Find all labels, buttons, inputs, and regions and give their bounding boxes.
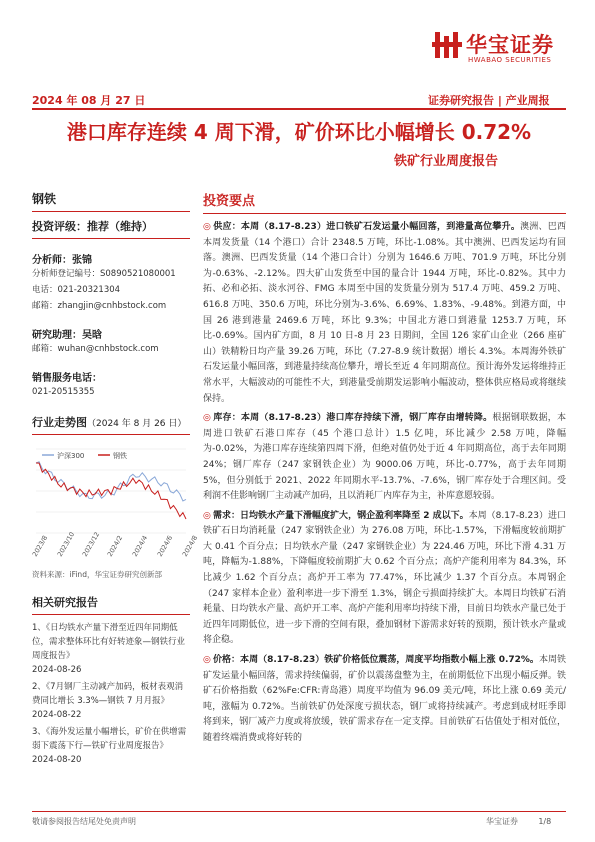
demand-body: 本周（8.17-8.23）进口铁矿石日均消耗量（247 家钢铁企业）为 276.08 万吨，环比-1.57%，下滑幅度较前期扩大 0.41 个百分点；日均铁水产量（247 家钢铁企业）为 224.46 万吨，环比下滑 4.31 万吨，降幅为-1.88%，下降幅度较前期扩大 0.62 个百分点；高炉产能利用率为 84.3%，环比减少 1.62 个百分点；高炉开工率为 77.47%，环比减少 1.37 个百分点。本周钢企（247 家样本企业）盈利率进一步下滑至 1.3%，钢企亏损面持续扩大。本周日均铁矿石消耗量、日均铁水产量、高炉开工率、高炉产能利用率均持续下滑，目前日均铁水产量已处于近四年同期低位，进一步下滑的空间有限，叠加钢材下游需求好转的预期，预计铁水产量或将企稳。 xyxy=(203,510,567,646)
related-reports-title: 相关研究报告 xyxy=(32,596,98,609)
related-report-1[interactable] xyxy=(32,621,190,677)
analyst-registration: 分析师登记编号：S0890521080001 xyxy=(32,269,176,279)
logo-text-cn: 华宝证券 xyxy=(466,33,554,57)
related-report-2[interactable] xyxy=(32,680,190,722)
price-body: 本周铁矿发运量小幅回落，需求持续偏弱，矿价以震荡盘整为主，在前期低位下出现小幅反弹。铁矿石价格指数（62%Fe:CFR:青岛港）周度平均值为 96.09 美元/吨，环比上涨 0.69 美元/吨，涨幅为 0.72%。当前铁矿仍处深度亏损状态，钢厂或将持续减产。考虑到成材旺季即将到来，钢厂减产力度或将放缓，铁矿需求存在一定支撑。目前铁矿石估值处于相对低位，随着终端消费或将好转的 xyxy=(203,655,566,743)
sector-name: 钢铁 xyxy=(32,192,57,206)
bullet-icon: ◎ xyxy=(203,655,211,666)
chart-grid xyxy=(36,449,186,533)
x-tick-label: 2023/8 xyxy=(30,534,50,558)
related-report-text: 3、《海外发运量小幅增长，矿价在供增需弱下震荡下行—铁矿行业周度报告》 xyxy=(32,727,187,751)
sidebar-divider xyxy=(32,434,190,435)
chart-legend xyxy=(42,451,127,460)
footer-company: 华宝证券 xyxy=(486,817,518,826)
trend-chart-title xyxy=(32,414,190,430)
footer-page-info xyxy=(486,816,551,827)
chart-series xyxy=(36,462,186,519)
section-title: 投资要点 xyxy=(203,194,256,209)
demand-heading: 需求：日均铁水产量下滑幅度扩大，钢企盈利率降至 2 成以下。 xyxy=(213,510,469,521)
x-tick-label: 2023/10 xyxy=(55,530,77,558)
report-subtitle: 铁矿行业周度报告 xyxy=(394,154,499,169)
industry-trend-chart xyxy=(30,441,200,563)
logo-text-en: HWABAO SECURITIES xyxy=(468,56,552,64)
x-tick-label: 2024/4 xyxy=(130,534,150,558)
bullet-icon: ◎ xyxy=(203,413,211,424)
logo-mark-icon xyxy=(432,30,462,60)
analyst-label: 分析师：张锦 xyxy=(32,255,92,266)
sales-label: 销售服务电话： xyxy=(32,373,102,384)
related-report-3[interactable] xyxy=(32,725,190,767)
legend-label: 沪深300 xyxy=(57,452,85,460)
trend-title-text: 行业走势图 xyxy=(32,416,87,429)
report-type: 证券研究报告 | 产业周报 xyxy=(428,94,550,107)
chart-x-ticks xyxy=(31,531,199,558)
x-tick-label: 2024/6 xyxy=(155,534,175,558)
sidebar-divider xyxy=(32,614,190,615)
header-divider xyxy=(32,108,566,110)
chart-source: 资料来源：iFind，华宝证券研究创新部 xyxy=(32,570,162,579)
bullet-icon: ◎ xyxy=(203,222,211,232)
supply-body: 澳洲、巴西本周发货量（14 个港口）合计 2348.5 万吨，环比-1.08%。其中澳洲、巴西发运均有回落。澳洲、巴西发货量（14 个港口合计）分别为 1646.6 万吨、701.9 万吨，环比分别为-0.63%、-2.12%。四大矿山发货至中国的量合计 1944 万吨，环比-0.82%。其中力拓、必和必拓、淡水河谷、FMG 本周至中国的发货量分别为 517.4 万吨、459.2 万吨、616.8 万吨、350.6 万吨，环比分别为-3.6%、6.69%、1.83%、-9.48%。到港方面，中国 26 港到港量 2469.6 万吨，环比 9.3%；中国北方港口到港量 1253.7 万吨，环比-0.69%。国内矿方面，8 月 10 日-8 月 23 日期间，全国 126 家矿山企业（266 座矿山）铁精粉日均产量 39.26 万吨，环比（7.27-8.9 统计数据）增长 4.3%。本周海外铁矿石发运量小幅回落，到港量持续高位攀升，增长至近 4 年同期高位。预计海外发运将维持正常水平，大幅波动的可能性不大，到港量受前期发运影响小幅波动，整体供应格局或将继续保持。 xyxy=(203,222,566,404)
inventory-body: 根据钢联数据，本周进口铁矿石港口库存（45 个港口总计）1.5 亿吨，环比减少 2.58 万吨，降幅为-0.02%，为港口库存连续第四周下滑，但绝对值仍处于近 4 年同期高位，高于去年同期 24%；钢厂库存（247 家钢铁企业）为 9000.06 万吨，环比-0.77%，高于去年同期 5%，但分别低于 2021、2022 年同期水平-13.7%、-7.6%，钢厂库存处于合理区间。受利润不佳影响钢厂主动减产加码，且以消耗厂内库存为主，补库意愿较弱。 xyxy=(203,413,566,502)
inventory-heading: 库存：本周（8.17-8.23）港口库存持续下滑，钢厂库存由增转降。 xyxy=(213,413,493,424)
sidebar-divider xyxy=(32,211,190,212)
section-divider xyxy=(203,213,566,214)
related-report-date: 2024-08-20 xyxy=(32,755,82,765)
inventory-paragraph xyxy=(203,411,566,505)
report-title: 港口库存连续 4 周下滑，矿价环比小幅增长 0.72% xyxy=(66,120,532,144)
sales-phone: 021-20515355 xyxy=(32,387,95,397)
x-tick-label: 2024/2 xyxy=(105,534,125,558)
supply-heading: 供应：本周（8.17-8.23）进口铁矿石发运量小幅回落，到港量高位攀升。 xyxy=(213,222,521,232)
assistant-label: 研究助理：吴晗 xyxy=(32,330,102,341)
demand-paragraph xyxy=(203,509,566,649)
related-report-date: 2024-08-26 xyxy=(32,665,82,675)
related-report-text: 2、《7月钢厂主动减产加码，板材表观消费同比增长 3.3%—钢铁 7 月月报》 xyxy=(32,682,184,706)
footer-divider xyxy=(32,811,566,812)
investment-rating: 投资评级：推荐（维持） xyxy=(32,220,153,233)
trend-date: （2024 年 8 月 26 日） xyxy=(87,419,187,429)
related-report-text: 1、《日均铁水产量下滑至近四年同期低位，需求整体环比有好转迹象—钢铁行业周度报告》 xyxy=(32,623,186,661)
sidebar-divider xyxy=(32,238,190,239)
report-date: 2024 年 08 月 27 日 xyxy=(32,94,146,107)
x-tick-label: 2024/8 xyxy=(180,534,200,558)
page-number: 1/8 xyxy=(538,817,552,826)
price-heading: 价格：本周（8.17-8.23）铁矿价格低位震荡，周度平均指数小幅上涨 0.72%。 xyxy=(213,655,539,666)
left-sidebar xyxy=(30,190,200,767)
price-paragraph xyxy=(203,653,566,747)
footer-disclaimer[interactable]: 敬请参阅报告结尾处免责声明 xyxy=(32,817,136,826)
assistant-email[interactable]: 邮箱：wuhan@cnhbstock.com xyxy=(32,344,159,354)
analyst-email[interactable]: 邮箱：zhangjin@cnhbstock.com xyxy=(32,301,167,311)
investment-highlights xyxy=(203,190,566,747)
company-logo xyxy=(432,26,564,70)
analyst-phone: 电话：021-20321304 xyxy=(32,285,121,295)
x-tick-label: 2023/12 xyxy=(80,530,102,558)
bullet-icon: ◎ xyxy=(203,510,211,521)
related-report-date: 2024-08-22 xyxy=(32,710,82,720)
supply-paragraph xyxy=(203,220,566,407)
legend-label: 钢铁 xyxy=(113,452,127,460)
